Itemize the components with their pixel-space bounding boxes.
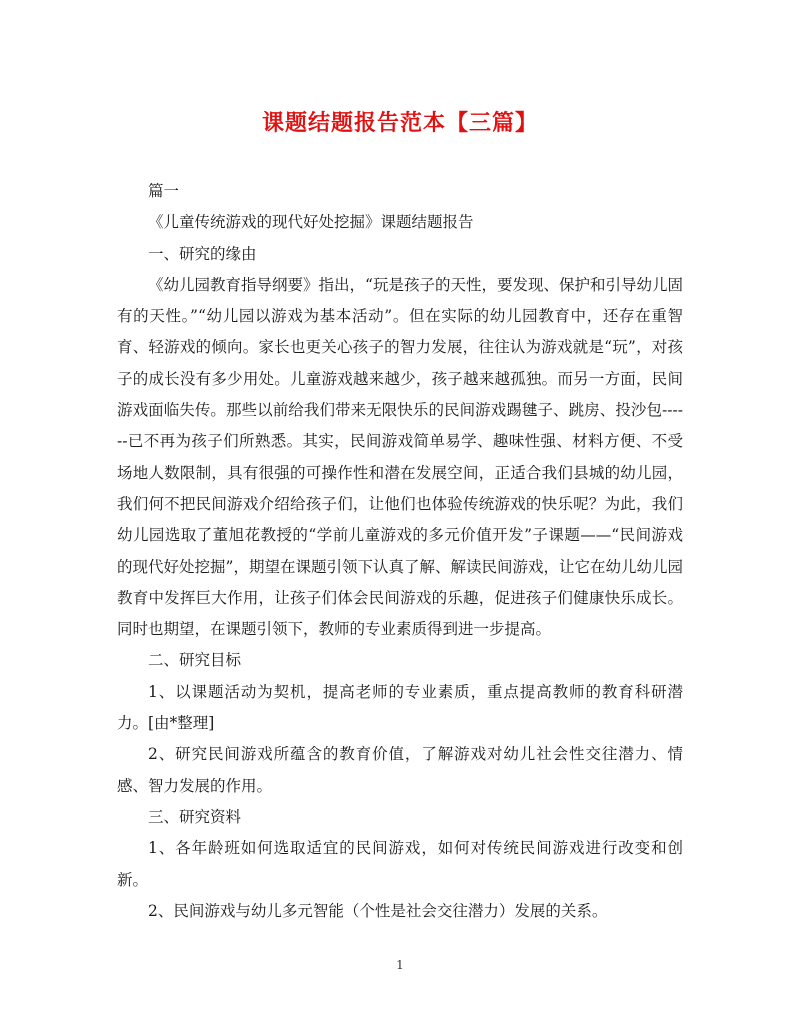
heading-research-goals: 二、研究目标 (148, 651, 242, 670)
section-label: 篇一 (148, 182, 180, 200)
heading-research-content: 三、研究资料 (148, 807, 242, 826)
heading-research-reason: 一、研究的缘由 (148, 244, 257, 263)
paragraph-goal-1: 1、以课题活动为契机，提高老师的专业素质，重点提高教师的教育科研潜力。[由*整理] (117, 682, 683, 733)
paragraph-content-1: 1、各年龄班如何选取适宜的民间游戏，如何对传统民间游戏进行改变和创新。 (117, 839, 683, 889)
document-title: 课题结题报告范本【三篇】 (261, 110, 538, 136)
page-number: 1 (396, 958, 404, 972)
paragraph-goal-2: 2、研究民间游戏所蕴含的教育价值，了解游戏对幼儿社会性交往潜力、情感、智力发展的作用。 (117, 745, 683, 795)
report-title: 《儿童传统游戏的现代好处挖掘》课题结题报告 (148, 213, 474, 232)
paragraph-content-2: 2、民间游戏与幼儿多元智能（个性是社会交往潜力）发展的关系。 (148, 901, 608, 920)
paragraph-research-reason: 《幼儿园教育指导纲要》指出，“玩是孩子的天性，要发现、保护和引导幼儿固有的天性。”“幼儿园以游戏为基本活动”。但在实际的幼儿园教育中，还存在重智育、轻游戏的倾向。家长也更关心孩子的智力发展，往往认为游戏就是“玩”，对孩子的成长没有多少用处。儿童游戏越来越少，孩子越来越孤独。而另一方面，民间游戏面临失传。那些以前给我们带来无限快乐的民间游戏踢毽子、跳房、投沙包------已不再为孩子们所熟悉。其实，民间游戏简单易学、趣味性强、材料方便、不受场地人数限制，具有很强的可操作性和潜在发展空间，正适合我们县城的幼儿园，我们何不把民间游戏介绍给孩子们，让他们也体验传统游戏的快乐呢？为此，我们幼儿园选取了董旭花教授的“学前儿童游戏的多元价值开发”子课题——“民间游戏的现代好处挖掘”，期望在课题引领下认真了解、解读民间游戏，让它在幼儿幼儿园教育中发挥巨大作用，让孩子们体会民间游戏的乐趣，促进孩子们健康快乐成长。同时也期望，在课题引领下，教师的专业素质得到进一步提高。 (117, 275, 683, 639)
document-body (117, 176, 683, 927)
